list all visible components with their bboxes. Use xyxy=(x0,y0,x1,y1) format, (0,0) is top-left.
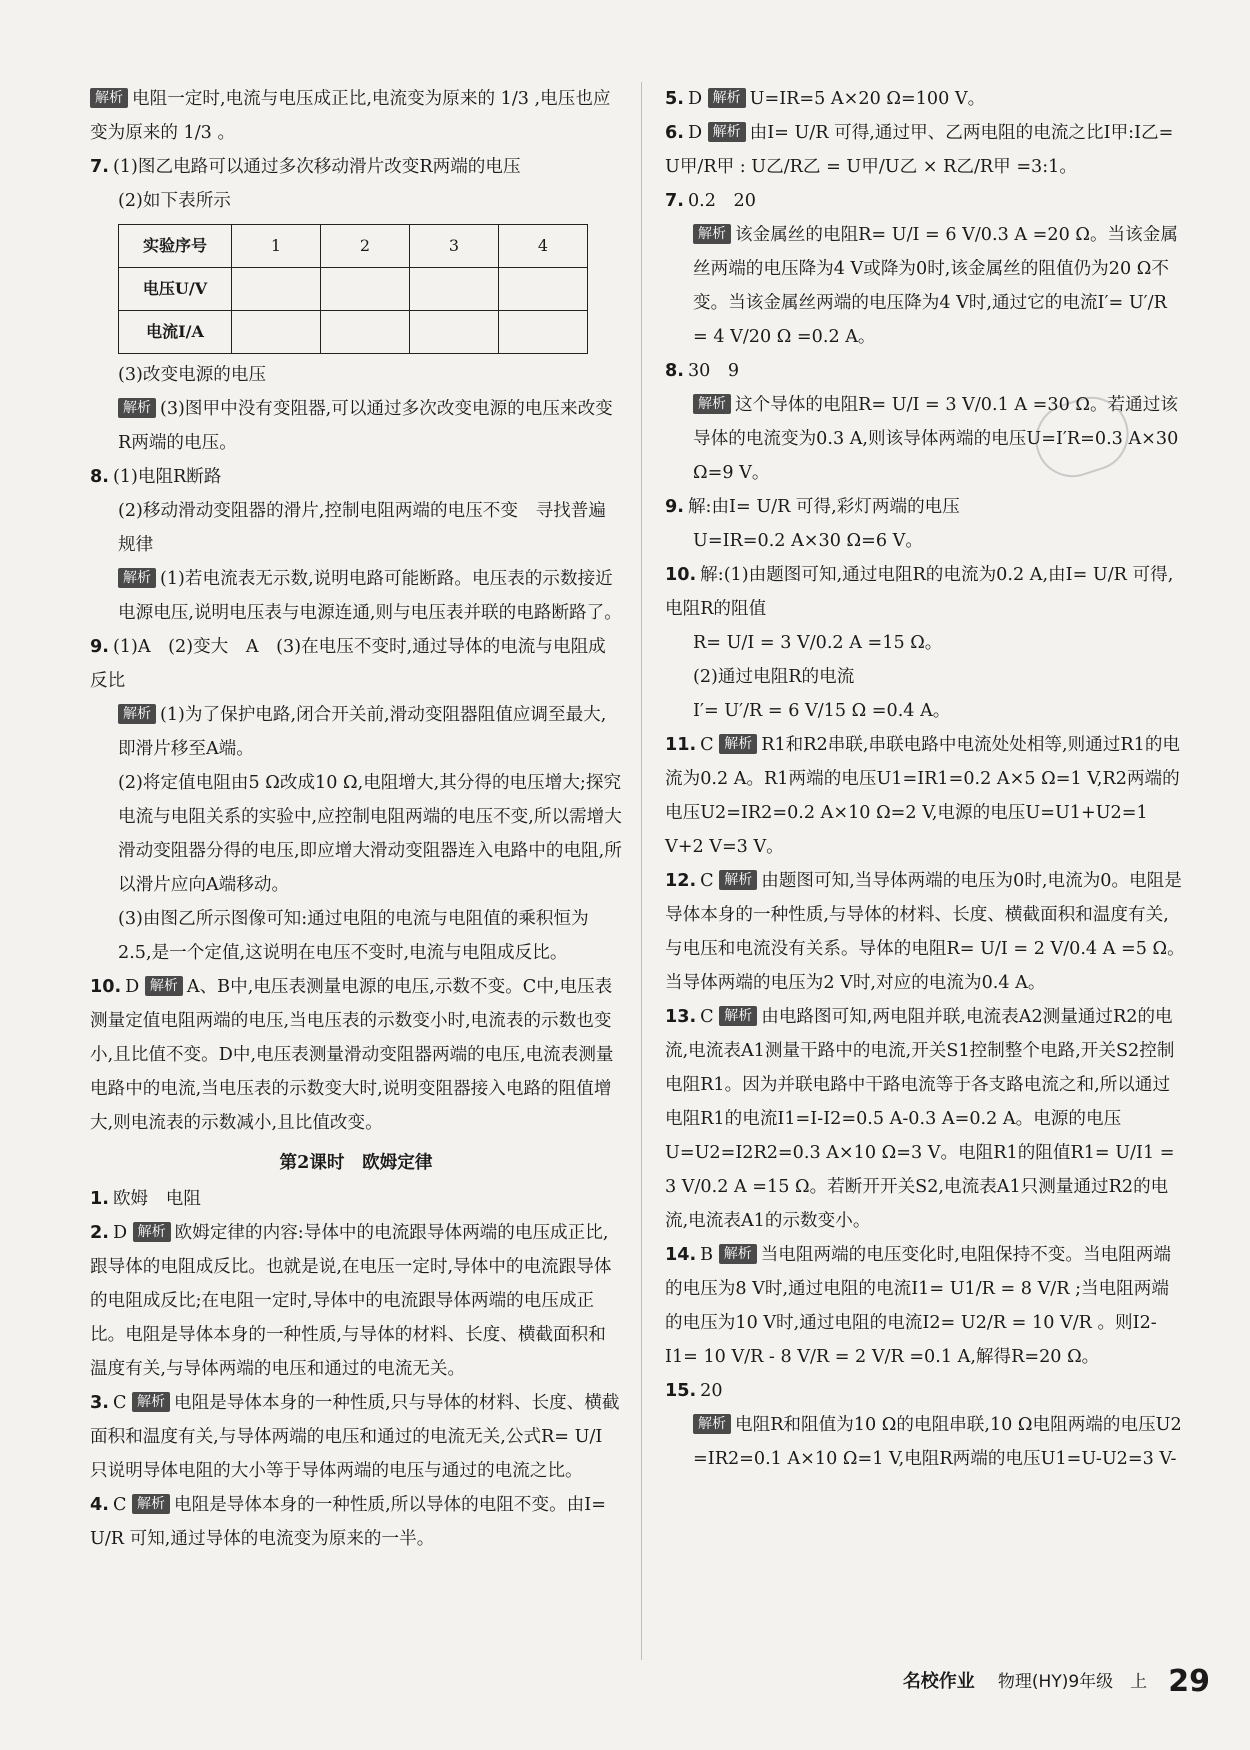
answer-item xyxy=(90,1386,622,1488)
analysis-tag: 解析 xyxy=(719,1006,757,1026)
item-number: 10. xyxy=(90,977,122,997)
item-text: D xyxy=(125,977,140,997)
item-text: C xyxy=(700,871,714,891)
analysis-tag: 解析 xyxy=(719,1244,757,1264)
item-text: D xyxy=(112,1223,128,1243)
item-number: 2. xyxy=(90,1223,109,1243)
answer-item xyxy=(665,82,1185,116)
table-row xyxy=(119,225,588,268)
item-number: 3. xyxy=(90,1393,109,1413)
analysis-tag: 解析 xyxy=(118,704,156,724)
answer-item xyxy=(90,494,622,562)
answer-item xyxy=(665,1374,1185,1408)
answer-item xyxy=(665,218,1185,354)
item-text: (1)电阻R断路 xyxy=(112,467,222,487)
item-text: (2)将定值电阻由5 Ω改成10 Ω,电阻增大,其分得的电压增大;探究电流与电阻关系的实验中,应控制电阻两端的电压不变,所以需增大滑动变阻器分得的电压,即应增大滑动变阻器连入电路中的电阻,所以滑片应向A端移动。 xyxy=(118,773,622,895)
item-text: C xyxy=(700,735,714,755)
analysis-tag: 解析 xyxy=(708,88,746,108)
item-text: D xyxy=(687,123,703,143)
item-text: (2)如下表所示 xyxy=(118,191,231,211)
answer-item xyxy=(665,116,1185,184)
answer-item xyxy=(665,558,1185,626)
table-cell: 1 xyxy=(232,225,321,268)
item-number: 10. xyxy=(665,565,697,585)
item-number: 4. xyxy=(90,1495,109,1515)
item-number: 1. xyxy=(90,1189,109,1209)
answer-item xyxy=(90,1216,622,1386)
item-text: (2)通过电阻R的电流 xyxy=(693,667,855,687)
item-text: I′= U′/R = 6 V/15 Ω =0.4 A。 xyxy=(693,701,951,721)
answer-item xyxy=(665,626,1185,660)
item-number: 9. xyxy=(665,497,684,517)
item-text: (3)改变电源的电压 xyxy=(118,365,267,385)
item-number: 6. xyxy=(665,123,684,143)
table-cell xyxy=(321,268,410,311)
table-cell: 4 xyxy=(499,225,588,268)
analysis-tag: 解析 xyxy=(693,394,731,414)
section-heading: 第2课时 欧姆定律 xyxy=(279,1152,433,1173)
item-text: 该金属丝的电阻R= U/I = 6 V/0.3 A =20 Ω。当该金属丝两端的电压降为4 V或降为0时,该金属丝的阻值仍为20 Ω不变。当该金属丝两端的电压降为4 V时,通过它的电流I′= U′/R = 4 V/20 Ω =0.2 A。 xyxy=(693,225,1178,347)
answer-item xyxy=(90,184,622,218)
item-number: 7. xyxy=(90,157,109,177)
analysis-tag: 解析 xyxy=(118,398,156,418)
page-number: 29 xyxy=(1168,1664,1210,1699)
analysis-tag: 解析 xyxy=(693,224,731,244)
item-text: 电阻一定时,电流与电压成正比,电流变为原来的 1/3 ,电压也应变为原来的 1/3 。 xyxy=(90,89,611,143)
answer-item xyxy=(665,660,1185,694)
item-text: 当电阻两端的电压变化时,电阻保持不变。当电阻两端的电压为8 V时,通过电阻的电流I1= U1/R = 8 V/R ;当电阻两端的电压为10 V时,通过电阻的电流I2= U2/R = 10 V/R 。则I2-I1= 10 V/R - 8 V/R = 2 V/R =0.1 A,解得R=20 Ω。 xyxy=(665,1245,1171,1367)
answer-item xyxy=(90,562,622,630)
item-text: B xyxy=(700,1245,714,1265)
item-text: 电阻是导体本身的一种性质,所以导体的电阻不变。由I= U/R 可知,通过导体的电流变为原来的一半。 xyxy=(90,1495,606,1549)
analysis-tag: 解析 xyxy=(90,88,128,108)
data-table xyxy=(118,224,588,354)
table-cell: 2 xyxy=(321,225,410,268)
answer-item xyxy=(90,150,622,184)
analysis-tag: 解析 xyxy=(118,568,156,588)
item-text: 欧姆定律的内容:导体中的电流跟导体两端的电压成正比,跟导体的电阻成反比。也就是说,在电压一定时,导体中的电流跟导体的电阻成反比;在电阻一定时,导体中的电流跟导体两端的电压成正比。电阻是导体本身的一种性质,与导体的材料、长度、横截面积和温度有关,与导体两端的电压和通过的电流无关。 xyxy=(90,1223,612,1379)
table-cell xyxy=(499,311,588,354)
column-divider xyxy=(641,82,642,1660)
item-number: 8. xyxy=(665,361,684,381)
answer-item xyxy=(90,902,622,970)
answer-item xyxy=(665,524,1185,558)
table-cell xyxy=(410,268,499,311)
answer-item xyxy=(665,1408,1185,1476)
table-cell: 电流I/A xyxy=(119,311,232,354)
table-row xyxy=(119,311,588,354)
answer-item xyxy=(665,388,1185,490)
item-text: D xyxy=(687,89,703,109)
item-text: 由电路图可知,两电阻并联,电流表A2测量通过R2的电流,电流表A1测量干路中的电流,开关S1控制整个电路,开关S2控制电阻R1。因为并联电路中干路电流等于各支路电流之和,所以通过电阻R1的电流I1=I-I2=0.5 A-0.3 A=0.2 A。电源的电压U=U2=I2R2=0.3 A×10 Ω=3 V。电阻R1的阻值R1= U/I1 = 3 V/0.2 A =15 Ω。若断开开关S2,电流表A1只测量通过R2的电流,电流表A1的示数变小。 xyxy=(665,1007,1175,1231)
page-footer xyxy=(903,1664,1210,1699)
item-text: R= U/I = 3 V/0.2 A =15 Ω。 xyxy=(693,633,943,653)
item-text: (1)A (2)变大 A (3)在电压不变时,通过导体的电流与电阻成反比 xyxy=(90,637,606,691)
footer-brand: 名校作业 xyxy=(902,1671,975,1692)
table-cell: 电压U/V xyxy=(119,268,232,311)
item-text: A、B中,电压表测量电源的电压,示数不变。C中,电压表测量定值电阻两端的电压,当电压表的示数变小时,电流表的示数也变小,且比值不变。D中,电压表测量滑动变阻器两端的电压,电流表测量电路中的电流,当电压表的示数变大时,说明变阻器接入电路的阻值增大,则电流表的示数减小,且比值改变。 xyxy=(90,977,614,1133)
item-text: (3)由图乙所示图像可知:通过电阻的电流与电阻值的乘积恒为2.5,是一个定值,这说明在电压不变时,电流与电阻成反比。 xyxy=(118,909,589,963)
analysis-tag: 解析 xyxy=(708,122,746,142)
item-text: U=IR=0.2 A×30 Ω=6 V。 xyxy=(693,531,923,551)
item-text: 由题图可知,当导体两端的电压为0时,电流为0。电阻是导体本身的一种性质,与导体的材料、长度、横截面积和温度有关,与电压和电流没有关系。导体的电阻R= U/I = 2 V/0.4 A =5 Ω。当导体两端的电压为2 V时,对应的电流为0.4 A。 xyxy=(665,871,1185,993)
answer-item xyxy=(90,698,622,766)
analysis-tag: 解析 xyxy=(145,976,183,996)
answer-item xyxy=(90,82,622,150)
right-column xyxy=(665,82,1185,1476)
answer-item xyxy=(665,490,1185,524)
answer-item xyxy=(90,1488,622,1556)
item-text: R1和R2串联,串联电路中电流处处相等,则通过R1的电流为0.2 A。R1两端的电压U1=IR1=0.2 A×5 Ω=1 V,R2两端的电压U2=IR2=0.2 A×10 Ω=2 V,电源的电压U=U1+U2=1 V+2 V=3 V。 xyxy=(665,735,1181,857)
footer-subject: 物理(HY)9年级 上 xyxy=(997,1672,1148,1692)
answer-item xyxy=(90,630,622,698)
answer-item xyxy=(90,460,622,494)
item-text: (1)为了保护电路,闭合开关前,滑动变阻器阻值应调至最大,即滑片移至A端。 xyxy=(118,705,607,759)
table-cell xyxy=(499,268,588,311)
answer-item xyxy=(665,728,1185,864)
item-text: (1)图乙电路可以通过多次移动滑片改变R两端的电压 xyxy=(112,157,521,177)
answer-item xyxy=(665,864,1185,1000)
table-cell xyxy=(321,311,410,354)
item-text: C xyxy=(112,1495,127,1515)
item-text: (3)图甲中没有变阻器,可以通过多次改变电源的电压来改变R两端的电压。 xyxy=(118,399,613,453)
item-number: 13. xyxy=(665,1007,697,1027)
answer-item xyxy=(90,1182,622,1216)
answer-item xyxy=(665,1000,1185,1238)
item-text: (1)若电流表无示数,说明电路可能断路。电压表的示数接近电源电压,说明电压表与电源连通,则与电压表并联的电路断路了。 xyxy=(118,569,622,623)
item-number: 9. xyxy=(90,637,109,657)
analysis-tag: 解析 xyxy=(719,734,757,754)
item-text: (2)移动滑动变阻器的滑片,控制电阻两端的电压不变 寻找普遍规律 xyxy=(118,501,606,555)
answer-item xyxy=(665,354,1185,388)
analysis-tag: 解析 xyxy=(133,1222,171,1242)
table-cell: 实验序号 xyxy=(119,225,232,268)
answer-item xyxy=(665,694,1185,728)
table-row xyxy=(119,268,588,311)
item-text: 这个导体的电阻R= U/I = 3 V/0.1 A =30 Ω。若通过该导体的电流变为0.3 A,则该导体两端的电压U=I′R=0.3 A×30 Ω=9 V。 xyxy=(693,395,1179,483)
item-text: U=IR=5 A×20 Ω=100 V。 xyxy=(749,89,986,109)
item-text: C xyxy=(112,1393,127,1413)
table-cell: 3 xyxy=(410,225,499,268)
left-column xyxy=(90,82,622,1556)
item-text: 解:(1)由题图可知,通过电阻R的电流为0.2 A,由I= U/R 可得,电阻R的阻值 xyxy=(665,565,1174,619)
item-text: 解:由I= U/R 可得,彩灯两端的电压 xyxy=(687,497,960,517)
item-number: 7. xyxy=(665,191,684,211)
answer-item xyxy=(665,184,1185,218)
item-text: 电阻是导体本身的一种性质,只与导体的材料、长度、横截面积和温度有关,与导体两端的电压和通过的电流无关,公式R= U/I 只说明导体电阻的大小等于导体两端的电压与通过的电流之比。 xyxy=(90,1393,620,1481)
item-text: 20 xyxy=(700,1381,723,1401)
item-number: 5. xyxy=(665,89,684,109)
table-cell xyxy=(410,311,499,354)
item-number: 14. xyxy=(665,1245,697,1265)
item-number: 15. xyxy=(665,1381,697,1401)
answer-item xyxy=(90,970,622,1140)
item-number: 12. xyxy=(665,871,697,891)
item-text: 电阻R和阻值为10 Ω的电阻串联,10 Ω电阻两端的电压U2 =IR2=0.1 A×10 Ω=1 V,电阻R两端的电压U1=U-U2=3 V- xyxy=(693,1415,1182,1469)
item-number: 8. xyxy=(90,467,109,487)
item-text: 30 9 xyxy=(687,361,740,381)
answer-item xyxy=(90,358,622,392)
analysis-tag: 解析 xyxy=(132,1494,170,1514)
analysis-tag: 解析 xyxy=(132,1392,170,1412)
analysis-tag: 解析 xyxy=(719,870,757,890)
answer-item xyxy=(90,766,622,902)
item-number: 11. xyxy=(665,735,697,755)
answer-item xyxy=(90,392,622,460)
item-text: 欧姆 电阻 xyxy=(112,1189,201,1209)
item-text: 由I= U/R 可得,通过甲、乙两电阻的电流之比I甲:I乙= U甲/R甲 : U乙/R乙 = U甲/U乙 × R乙/R甲 =3:1。 xyxy=(665,123,1174,177)
analysis-tag: 解析 xyxy=(693,1414,731,1434)
item-text: C xyxy=(700,1007,714,1027)
item-text: 0.2 20 xyxy=(687,191,756,211)
table-cell xyxy=(232,311,321,354)
table-cell xyxy=(232,268,321,311)
answer-item xyxy=(665,1238,1185,1374)
